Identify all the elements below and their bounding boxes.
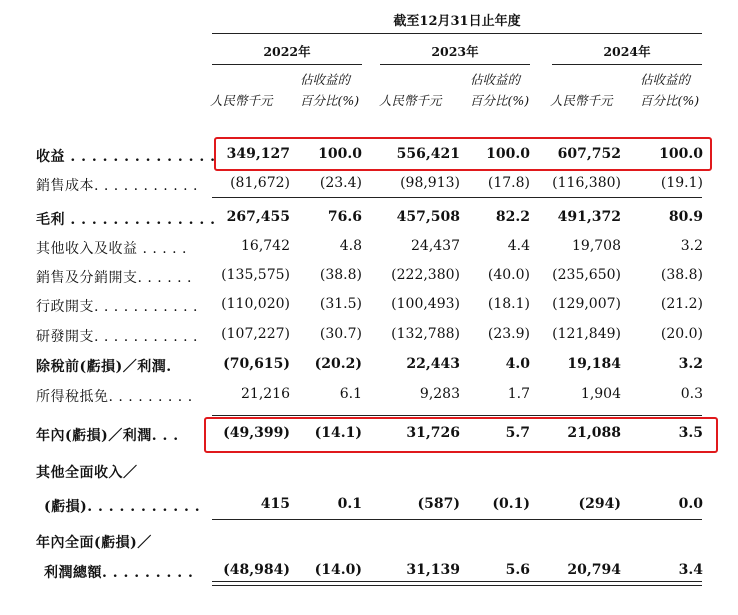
row-value-cell: 31,139	[406, 562, 460, 578]
row-value-cell: (81,672)	[230, 175, 290, 191]
col-pct-2024-l1: 佔收益的	[640, 72, 691, 87]
row-value-cell: (100,493)	[391, 296, 460, 312]
row-value-cell: 22,443	[406, 356, 460, 372]
row-value-cell: (17.8)	[487, 175, 530, 191]
row-value-cell: 5.7	[505, 425, 530, 441]
row-value-cell: (110,020)	[221, 296, 290, 312]
row-label: 行政開支. . . . . . . . . . .	[36, 299, 198, 315]
row-label-line1: 其他全面收入／	[36, 465, 138, 481]
row-value-cell: 19,708	[572, 238, 621, 254]
row-value-cell: (132,788)	[391, 326, 460, 342]
row-value-cell: (235,650)	[552, 267, 621, 283]
row-value-cell: 1,904	[580, 386, 621, 402]
cost-of-sales-rule	[212, 197, 702, 198]
row-value-cell: (70,615)	[223, 356, 290, 372]
year-rule-2024	[552, 64, 702, 65]
row-value-cell: 4.4	[507, 238, 530, 254]
row-value-cell: (294)	[578, 496, 621, 512]
row-value-cell: 9,283	[419, 386, 460, 402]
row-value-cell: 82.2	[495, 209, 530, 225]
col-amount-2023: 人民幣千元	[379, 93, 442, 108]
period-caption: 截至12月31日止年度	[393, 14, 521, 29]
row-label: 除稅前(虧損)／利潤.	[36, 359, 172, 375]
row-value-cell: (222,380)	[391, 267, 460, 283]
row-value-cell: 5.6	[505, 562, 530, 578]
year-rule-2023	[380, 64, 530, 65]
row-value-cell: 457,508	[396, 209, 460, 225]
row-value-cell: (19.1)	[660, 175, 703, 191]
year-2023: 2023年	[431, 44, 479, 59]
row-value-cell: 3.2	[678, 356, 703, 372]
row-value-cell: (31.5)	[319, 296, 362, 312]
row-value-cell: (129,007)	[552, 296, 621, 312]
row-value-cell: 4.8	[339, 238, 362, 254]
row-value-cell: (121,849)	[552, 326, 621, 342]
row-label: 年內(虧損)／利潤. . .	[36, 428, 179, 444]
total-rule-2	[212, 585, 702, 586]
row-value-cell: (107,227)	[221, 326, 290, 342]
row-value-cell: (18.1)	[487, 296, 530, 312]
total-rule-1	[212, 581, 702, 582]
col-amount-2022: 人民幣千元	[210, 93, 273, 108]
row-value-cell: 4.0	[505, 356, 530, 372]
row-value-cell: (23.9)	[487, 326, 530, 342]
row-value-cell: (14.1)	[314, 425, 362, 441]
row-value-cell: 1.7	[507, 386, 530, 402]
row-value-cell: (30.7)	[319, 326, 362, 342]
row-value-cell: 80.9	[668, 209, 703, 225]
row-label-line1: 年內全面(虧損)／	[36, 535, 152, 551]
row-value-cell: 267,455	[226, 209, 290, 225]
row-value-cell: (587)	[417, 496, 460, 512]
row-value-cell: 556,421	[396, 146, 460, 162]
row-value-cell: 21,088	[567, 425, 621, 441]
row-label: 毛利 . . . . . . . . . . . . . .	[36, 212, 216, 228]
col-pct-2022-l2: 百分比(%)	[300, 93, 360, 108]
row-value-cell: 19,184	[567, 356, 621, 372]
row-label: 研發開支. . . . . . . . . . .	[36, 329, 198, 345]
row-label: 所得稅抵免. . . . . . . . .	[36, 389, 193, 405]
row-label: 銷售成本. . . . . . . . . . .	[36, 178, 198, 194]
row-value-cell: (21.2)	[660, 296, 703, 312]
row-label-line2: (虧損). . . . . . . . . . .	[44, 499, 201, 515]
row-label: 其他收入及收益 . . . . .	[36, 241, 188, 257]
row-value-cell: 349,127	[226, 146, 290, 162]
row-value-cell: 0.1	[337, 496, 362, 512]
row-value-cell: (38.8)	[319, 267, 362, 283]
header-rule	[212, 33, 702, 34]
col-pct-2022-l1: 佔收益的	[300, 72, 351, 87]
row-label: 收益 . . . . . . . . . . . . . .	[36, 149, 216, 165]
row-value-cell: 0.0	[678, 496, 703, 512]
col-amount-2024: 人民幣千元	[550, 93, 613, 108]
row-value-cell: 0.3	[680, 386, 703, 402]
row-value-cell: 16,742	[241, 238, 290, 254]
oci-rule	[212, 519, 702, 520]
row-value-cell: (20.2)	[314, 356, 362, 372]
row-value-cell: (116,380)	[552, 175, 621, 191]
col-pct-2023-l2: 百分比(%)	[470, 93, 530, 108]
row-label: 銷售及分銷開支. . . . . .	[36, 270, 192, 286]
row-value-cell: (20.0)	[660, 326, 703, 342]
row-value-cell: (49,399)	[223, 425, 290, 441]
row-value-cell: (38.8)	[660, 267, 703, 283]
col-pct-2024-l2: 百分比(%)	[640, 93, 700, 108]
row-value-cell: (0.1)	[492, 496, 530, 512]
row-value-cell: 20,794	[567, 562, 621, 578]
row-value-cell: 415	[260, 496, 290, 512]
row-value-cell: 491,372	[557, 209, 621, 225]
row-value-cell: 6.1	[339, 386, 362, 402]
row-value-cell: 100.0	[318, 146, 362, 162]
year-2022: 2022年	[263, 44, 311, 59]
row-value-cell: 31,726	[406, 425, 460, 441]
row-value-cell: 100.0	[486, 146, 530, 162]
row-label-line2: 利潤總額. . . . . . . . .	[44, 565, 194, 581]
row-value-cell: 3.5	[678, 425, 703, 441]
tax-rule	[212, 415, 702, 416]
row-value-cell: 76.6	[327, 209, 362, 225]
row-value-cell: (135,575)	[221, 267, 290, 283]
row-value-cell: 100.0	[659, 146, 703, 162]
row-value-cell: 24,437	[411, 238, 460, 254]
row-value-cell: (23.4)	[319, 175, 362, 191]
year-2024: 2024年	[603, 44, 651, 59]
row-value-cell: 3.2	[680, 238, 703, 254]
row-value-cell: 3.4	[678, 562, 703, 578]
col-pct-2023-l1: 佔收益的	[470, 72, 521, 87]
row-value-cell: (98,913)	[400, 175, 460, 191]
row-value-cell: 607,752	[557, 146, 621, 162]
row-value-cell: (14.0)	[314, 562, 362, 578]
row-value-cell: (48,984)	[223, 562, 290, 578]
year-rule-2022	[212, 64, 362, 65]
row-value-cell: (40.0)	[487, 267, 530, 283]
row-value-cell: 21,216	[241, 386, 290, 402]
